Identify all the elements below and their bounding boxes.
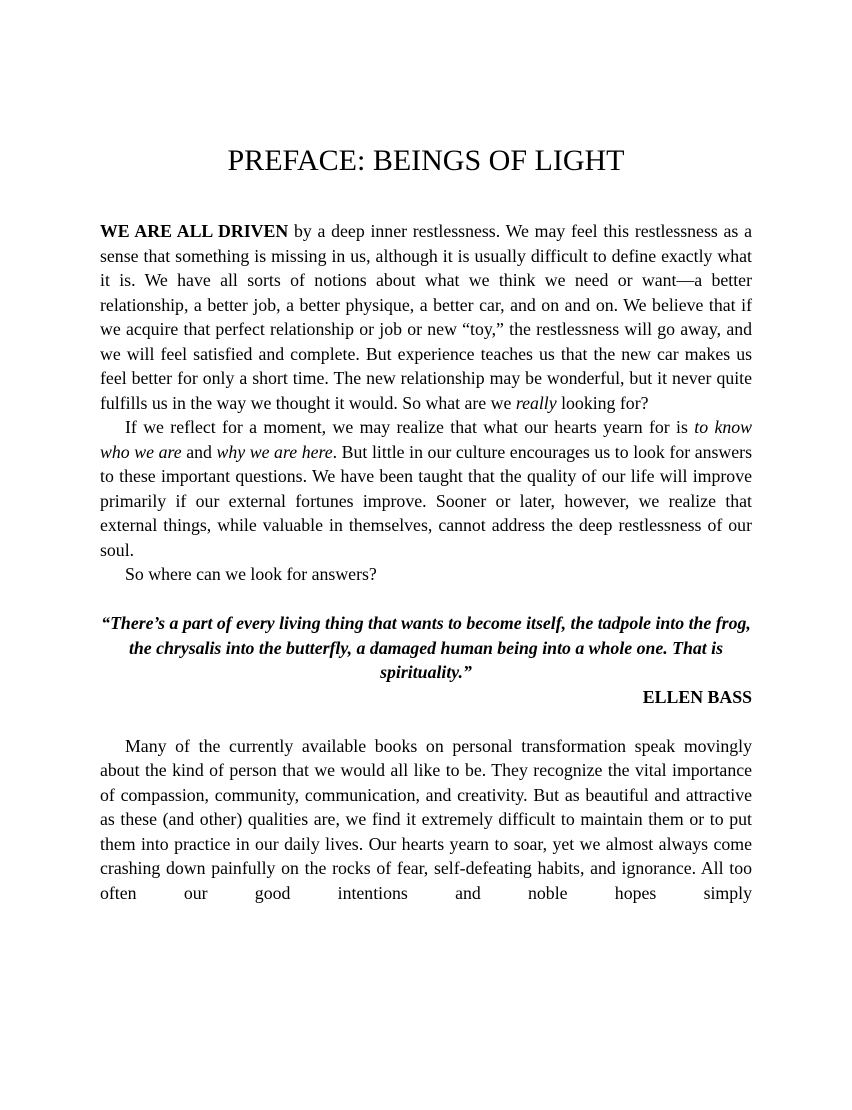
closing-paragraph — [100, 734, 752, 906]
text-segment: WE ARE ALL DRIVEN — [100, 221, 289, 241]
text-segment: to know who we are — [100, 417, 752, 462]
text-column — [100, 143, 752, 905]
text-segment: by a deep inner restlessness. We may feel this restlessness as a sense that something is missing in us, although it is usually difficult to define exactly what it is. We have all sorts of notions about what we think we need or want—a better relationship, a better job, a better physique, a better car, and on and on. We believe that if we acquire that perfect relationship or job or new “toy,” the restlessness will go away, and we will feel satisfied and complete. But experience teaches us that the new car makes us feel better for only a short time. The new relationship may be wonderful, but it never quite fulfills us in the way we thought it would. So what are we — [100, 221, 753, 413]
reflection-paragraph — [100, 415, 752, 562]
text-segment: “There’s a part of every living thing that wants to become itself, the tadpole into the frog, the chrysalis into the butterfly, a damaged human being into a whole one. That is spirituality.” — [101, 613, 751, 682]
text-segment: . But little in our culture encourages us to look for answers to these important questions. We have been taught that the quality of our life will improve primarily if our external fortunes improve. Sooner or later, however, we realize that external things, while valuable in themselves, cannot address the deep restlessness of our soul. — [100, 441, 752, 560]
text-segment: Many of the currently available books on personal transformation speak movingly about the kind of person that we would all like to be. They recognize the vital importance of compassion, community, communication, and creativity. But as beautiful and attractive as these (and other) qualities are, we find it extremely difficult to maintain them or to put them into practice in our daily lives. Our hearts yearn to soar, yet we almost always come crashing down painfully on the rocks of fear, self-defeating habits, and ignorance. All too often our good intentions and noble hopes simply — [100, 735, 752, 903]
text-segment: So where can we look for answers? — [125, 564, 377, 584]
quote-attribution — [100, 685, 752, 710]
opening-paragraph — [100, 219, 752, 415]
text-segment: really — [515, 392, 557, 413]
text-segment: and — [181, 441, 217, 462]
page-title: PREFACE: BEINGS OF LIGHT — [227, 144, 625, 177]
text-segment: ELLEN BASS — [642, 686, 752, 707]
page-body — [100, 219, 752, 905]
text-segment: If we reflect for a moment, we may realize that what our hearts yearn for is — [125, 417, 695, 437]
text-segment: why we are here — [216, 441, 333, 462]
question-paragraph — [100, 562, 752, 587]
epigraph-quote — [100, 611, 752, 685]
text-segment: looking for? — [556, 392, 649, 413]
